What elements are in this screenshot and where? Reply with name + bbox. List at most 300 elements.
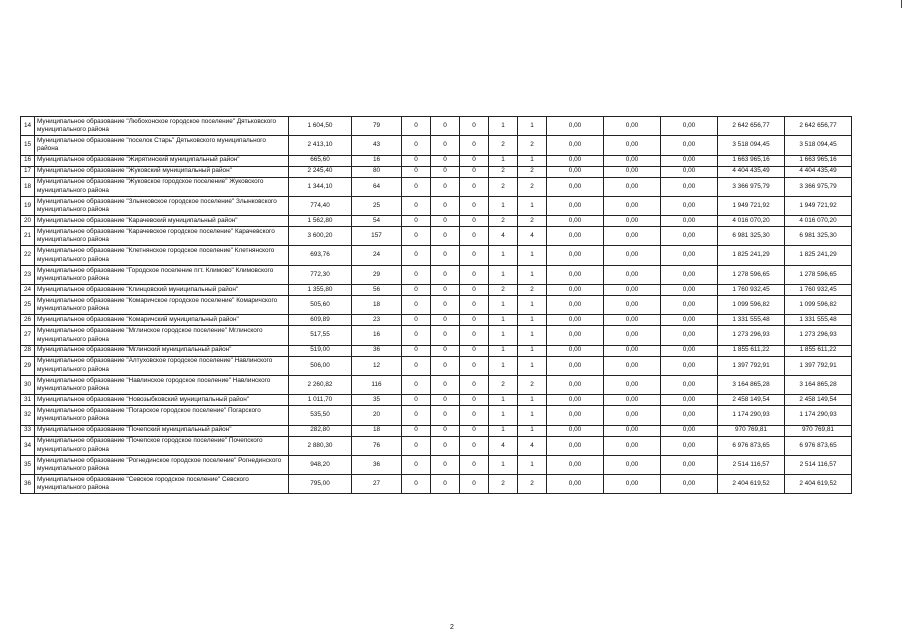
amount-14-cell: 2 642 656,77 <box>785 117 852 136</box>
row-number-cell: 35 <box>21 455 35 474</box>
amount-13-cell: 3 518 094,45 <box>718 136 785 155</box>
column-7-cell: 0 <box>460 356 489 375</box>
amount-14-cell: 3 164 865,28 <box>785 375 852 394</box>
municipality-name-cell: Муниципальное образование "Новозыбковский муниципальный район" <box>35 395 289 406</box>
table-row <box>21 177 852 196</box>
table-row <box>21 285 852 296</box>
amount-14-cell: 1 825 241,29 <box>785 246 852 265</box>
area-cell: 774,40 <box>289 196 352 215</box>
count-cell: 23 <box>352 315 402 326</box>
value-12-cell: 0,00 <box>661 356 718 375</box>
column-6-cell: 0 <box>431 227 460 246</box>
municipality-name-cell: Муниципальное образование "Карачевский муниципальный район" <box>35 216 289 227</box>
amount-13-cell: 1 760 932,45 <box>718 285 785 296</box>
column-6-cell: 0 <box>431 326 460 345</box>
column-7-cell: 0 <box>460 315 489 326</box>
municipality-name-cell: Муниципальное образование "Клетнянское городское поселение" Клетнянского муниципального района <box>35 246 289 265</box>
column-9-cell: 2 <box>518 177 547 196</box>
column-7-cell: 0 <box>460 177 489 196</box>
value-12-cell: 0,00 <box>661 375 718 394</box>
column-7-cell: 0 <box>460 216 489 227</box>
value-11-cell: 0,00 <box>604 246 661 265</box>
count-cell: 18 <box>352 425 402 436</box>
count-cell: 27 <box>352 475 402 494</box>
value-12-cell: 0,00 <box>661 265 718 284</box>
value-12-cell: 0,00 <box>661 345 718 356</box>
municipality-name-cell: Муниципальное образование "Городское поселение пгт. Климово" Климовского муниципального района <box>35 265 289 284</box>
row-number-cell: 21 <box>21 227 35 246</box>
column-8-cell: 1 <box>489 425 518 436</box>
area-cell: 1 604,50 <box>289 117 352 136</box>
amount-13-cell: 2 458 149,54 <box>718 395 785 406</box>
value-10-cell: 0,00 <box>547 227 604 246</box>
value-10-cell: 0,00 <box>547 155 604 166</box>
value-12-cell: 0,00 <box>661 436 718 455</box>
amount-14-cell: 2 514 116,57 <box>785 455 852 474</box>
column-7-cell: 0 <box>460 455 489 474</box>
column-6-cell: 0 <box>431 166 460 177</box>
table-row <box>21 315 852 326</box>
value-10-cell: 0,00 <box>547 455 604 474</box>
table-row <box>21 345 852 356</box>
table-row <box>21 117 852 136</box>
table-row <box>21 166 852 177</box>
amount-14-cell: 1 099 596,82 <box>785 296 852 315</box>
column-6-cell: 0 <box>431 285 460 296</box>
table-row <box>21 196 852 215</box>
page-number: 2 <box>450 624 454 631</box>
municipality-name-cell: Муниципальное образование "Мглинский муниципальный район" <box>35 345 289 356</box>
amount-13-cell: 4 404 435,49 <box>718 166 785 177</box>
column-5-cell: 0 <box>402 315 431 326</box>
column-6-cell: 0 <box>431 155 460 166</box>
amount-13-cell: 2 514 116,57 <box>718 455 785 474</box>
column-5-cell: 0 <box>402 455 431 474</box>
value-12-cell: 0,00 <box>661 227 718 246</box>
value-12-cell: 0,00 <box>661 166 718 177</box>
amount-14-cell: 3 366 975,79 <box>785 177 852 196</box>
municipality-name-cell: Муниципальное образование "Комаричское городское поселение" Комаричского муниципального района <box>35 296 289 315</box>
row-number-cell: 24 <box>21 285 35 296</box>
value-10-cell: 0,00 <box>547 166 604 177</box>
column-9-cell: 2 <box>518 475 547 494</box>
value-11-cell: 0,00 <box>604 356 661 375</box>
column-7-cell: 0 <box>460 117 489 136</box>
value-10-cell: 0,00 <box>547 395 604 406</box>
column-5-cell: 0 <box>402 395 431 406</box>
amount-14-cell: 4 404 435,49 <box>785 166 852 177</box>
value-11-cell: 0,00 <box>604 406 661 425</box>
value-12-cell: 0,00 <box>661 117 718 136</box>
amount-14-cell: 6 976 873,65 <box>785 436 852 455</box>
column-5-cell: 0 <box>402 227 431 246</box>
column-6-cell: 0 <box>431 436 460 455</box>
table-row <box>21 395 852 406</box>
value-10-cell: 0,00 <box>547 356 604 375</box>
column-9-cell: 2 <box>518 375 547 394</box>
row-number-cell: 19 <box>21 196 35 215</box>
amount-14-cell: 4 016 070,20 <box>785 216 852 227</box>
row-number-cell: 36 <box>21 475 35 494</box>
amount-13-cell: 1 174 290,93 <box>718 406 785 425</box>
column-5-cell: 0 <box>402 216 431 227</box>
column-8-cell: 1 <box>489 395 518 406</box>
table-row <box>21 375 852 394</box>
column-9-cell: 2 <box>518 216 547 227</box>
scan-edge-mark <box>901 0 902 8</box>
column-8-cell: 2 <box>489 216 518 227</box>
column-9-cell: 1 <box>518 196 547 215</box>
column-8-cell: 1 <box>489 326 518 345</box>
column-7-cell: 0 <box>460 285 489 296</box>
value-10-cell: 0,00 <box>547 136 604 155</box>
column-5-cell: 0 <box>402 155 431 166</box>
column-7-cell: 0 <box>460 166 489 177</box>
municipality-name-cell: Муниципальное образование "Алтуховское городское поселение" Навлинского муниципального района <box>35 356 289 375</box>
count-cell: 36 <box>352 455 402 474</box>
amount-14-cell: 1 949 721,92 <box>785 196 852 215</box>
row-number-cell: 25 <box>21 296 35 315</box>
amount-13-cell: 1 099 596,82 <box>718 296 785 315</box>
amount-13-cell: 2 404 619,52 <box>718 475 785 494</box>
column-8-cell: 2 <box>489 177 518 196</box>
value-12-cell: 0,00 <box>661 455 718 474</box>
column-8-cell: 1 <box>489 155 518 166</box>
municipality-name-cell: Муниципальное образование "Почепское городское поселение" Почепского муниципального района <box>35 436 289 455</box>
column-5-cell: 0 <box>402 375 431 394</box>
value-12-cell: 0,00 <box>661 136 718 155</box>
row-number-cell: 22 <box>21 246 35 265</box>
value-12-cell: 0,00 <box>661 315 718 326</box>
amount-14-cell: 1 331 555,48 <box>785 315 852 326</box>
column-6-cell: 0 <box>431 395 460 406</box>
column-6-cell: 0 <box>431 246 460 265</box>
value-11-cell: 0,00 <box>604 136 661 155</box>
column-6-cell: 0 <box>431 265 460 284</box>
value-10-cell: 0,00 <box>547 406 604 425</box>
value-12-cell: 0,00 <box>661 425 718 436</box>
table-row <box>21 356 852 375</box>
column-9-cell: 1 <box>518 155 547 166</box>
value-10-cell: 0,00 <box>547 475 604 494</box>
amount-13-cell: 6 976 873,65 <box>718 436 785 455</box>
area-cell: 693,76 <box>289 246 352 265</box>
area-cell: 609,89 <box>289 315 352 326</box>
value-10-cell: 0,00 <box>547 177 604 196</box>
table-row <box>21 475 852 494</box>
column-9-cell: 1 <box>518 395 547 406</box>
value-10-cell: 0,00 <box>547 246 604 265</box>
municipality-name-cell: Муниципальное образование "Клинцовский муниципальный район" <box>35 285 289 296</box>
amount-13-cell: 3 164 865,28 <box>718 375 785 394</box>
amount-14-cell: 1 273 296,93 <box>785 326 852 345</box>
value-10-cell: 0,00 <box>547 425 604 436</box>
amount-13-cell: 1 278 596,65 <box>718 265 785 284</box>
value-11-cell: 0,00 <box>604 177 661 196</box>
value-12-cell: 0,00 <box>661 196 718 215</box>
row-number-cell: 15 <box>21 136 35 155</box>
value-12-cell: 0,00 <box>661 285 718 296</box>
row-number-cell: 20 <box>21 216 35 227</box>
value-10-cell: 0,00 <box>547 117 604 136</box>
row-number-cell: 33 <box>21 425 35 436</box>
column-6-cell: 0 <box>431 375 460 394</box>
count-cell: 116 <box>352 375 402 394</box>
area-cell: 2 245,40 <box>289 166 352 177</box>
municipality-name-cell: Муниципальное образование "Жуковское городское поселение" Жуковского муниципального района <box>35 177 289 196</box>
column-5-cell: 0 <box>402 296 431 315</box>
area-cell: 948,20 <box>289 455 352 474</box>
column-7-cell: 0 <box>460 246 489 265</box>
area-cell: 282,80 <box>289 425 352 436</box>
column-7-cell: 0 <box>460 425 489 436</box>
amount-13-cell: 1 331 555,48 <box>718 315 785 326</box>
row-number-cell: 28 <box>21 345 35 356</box>
value-11-cell: 0,00 <box>604 117 661 136</box>
row-number-cell: 31 <box>21 395 35 406</box>
value-11-cell: 0,00 <box>604 227 661 246</box>
value-10-cell: 0,00 <box>547 436 604 455</box>
value-10-cell: 0,00 <box>547 296 604 315</box>
count-cell: 54 <box>352 216 402 227</box>
amount-13-cell: 2 642 656,77 <box>718 117 785 136</box>
table-row <box>21 216 852 227</box>
area-cell: 772,30 <box>289 265 352 284</box>
value-10-cell: 0,00 <box>547 216 604 227</box>
column-6-cell: 0 <box>431 425 460 436</box>
column-5-cell: 0 <box>402 246 431 265</box>
column-7-cell: 0 <box>460 345 489 356</box>
column-7-cell: 0 <box>460 406 489 425</box>
column-8-cell: 2 <box>489 285 518 296</box>
area-cell: 506,00 <box>289 356 352 375</box>
amount-13-cell: 6 981 325,30 <box>718 227 785 246</box>
column-8-cell: 2 <box>489 375 518 394</box>
municipality-name-cell: Муниципальное образование "Севское городское поселение" Севского муниципального района <box>35 475 289 494</box>
amount-13-cell: 4 016 070,20 <box>718 216 785 227</box>
column-5-cell: 0 <box>402 285 431 296</box>
column-7-cell: 0 <box>460 395 489 406</box>
column-5-cell: 0 <box>402 326 431 345</box>
area-cell: 1 562,80 <box>289 216 352 227</box>
count-cell: 29 <box>352 265 402 284</box>
count-cell: 16 <box>352 326 402 345</box>
amount-14-cell: 1 278 596,65 <box>785 265 852 284</box>
amount-13-cell: 1 397 792,91 <box>718 356 785 375</box>
column-8-cell: 1 <box>489 296 518 315</box>
count-cell: 157 <box>352 227 402 246</box>
column-8-cell: 1 <box>489 315 518 326</box>
area-cell: 795,00 <box>289 475 352 494</box>
value-12-cell: 0,00 <box>661 246 718 265</box>
column-5-cell: 0 <box>402 475 431 494</box>
column-8-cell: 1 <box>489 345 518 356</box>
table-row <box>21 136 852 155</box>
registry-table <box>20 116 852 494</box>
value-11-cell: 0,00 <box>604 436 661 455</box>
table-row <box>21 425 852 436</box>
amount-13-cell: 1 949 721,92 <box>718 196 785 215</box>
column-5-cell: 0 <box>402 425 431 436</box>
row-number-cell: 30 <box>21 375 35 394</box>
column-6-cell: 0 <box>431 177 460 196</box>
column-6-cell: 0 <box>431 406 460 425</box>
row-number-cell: 16 <box>21 155 35 166</box>
column-9-cell: 2 <box>518 136 547 155</box>
row-number-cell: 17 <box>21 166 35 177</box>
column-8-cell: 1 <box>489 246 518 265</box>
column-7-cell: 0 <box>460 136 489 155</box>
municipality-name-cell: Муниципальное образование "Погарское городское поселение" Погарского муниципального района <box>35 406 289 425</box>
count-cell: 20 <box>352 406 402 425</box>
area-cell: 517,55 <box>289 326 352 345</box>
column-6-cell: 0 <box>431 117 460 136</box>
value-11-cell: 0,00 <box>604 455 661 474</box>
column-8-cell: 1 <box>489 455 518 474</box>
municipality-name-cell: Муниципальное образование "Навлинское городское поселение" Навлинского муниципального района <box>35 375 289 394</box>
column-7-cell: 0 <box>460 196 489 215</box>
column-7-cell: 0 <box>460 375 489 394</box>
column-8-cell: 2 <box>489 475 518 494</box>
column-9-cell: 2 <box>518 166 547 177</box>
column-8-cell: 1 <box>489 356 518 375</box>
value-11-cell: 0,00 <box>604 395 661 406</box>
row-number-cell: 32 <box>21 406 35 425</box>
value-11-cell: 0,00 <box>604 475 661 494</box>
table-row <box>21 155 852 166</box>
value-12-cell: 0,00 <box>661 177 718 196</box>
value-10-cell: 0,00 <box>547 326 604 345</box>
area-cell: 3 600,20 <box>289 227 352 246</box>
amount-13-cell: 1 663 965,16 <box>718 155 785 166</box>
column-6-cell: 0 <box>431 356 460 375</box>
column-8-cell: 1 <box>489 406 518 425</box>
value-12-cell: 0,00 <box>661 475 718 494</box>
count-cell: 64 <box>352 177 402 196</box>
column-9-cell: 1 <box>518 455 547 474</box>
column-9-cell: 4 <box>518 436 547 455</box>
row-number-cell: 26 <box>21 315 35 326</box>
value-11-cell: 0,00 <box>604 296 661 315</box>
column-5-cell: 0 <box>402 265 431 284</box>
count-cell: 36 <box>352 345 402 356</box>
municipality-name-cell: Муниципальное образование "Мглинское городское поселение" Мглинского муниципального района <box>35 326 289 345</box>
area-cell: 2 413,10 <box>289 136 352 155</box>
area-cell: 665,60 <box>289 155 352 166</box>
column-7-cell: 0 <box>460 265 489 284</box>
column-8-cell: 1 <box>489 117 518 136</box>
amount-14-cell: 1 855 611,22 <box>785 345 852 356</box>
value-10-cell: 0,00 <box>547 285 604 296</box>
column-5-cell: 0 <box>402 117 431 136</box>
table-row <box>21 326 852 345</box>
count-cell: 76 <box>352 436 402 455</box>
area-cell: 1 011,70 <box>289 395 352 406</box>
column-6-cell: 0 <box>431 315 460 326</box>
count-cell: 80 <box>352 166 402 177</box>
table-row <box>21 406 852 425</box>
table-row <box>21 296 852 315</box>
municipality-name-cell: Муниципальное образование "Злынковское городское поселение" Злынковского муниципального района <box>35 196 289 215</box>
column-8-cell: 2 <box>489 166 518 177</box>
column-8-cell: 1 <box>489 196 518 215</box>
amount-14-cell: 1 663 965,16 <box>785 155 852 166</box>
column-9-cell: 1 <box>518 356 547 375</box>
column-9-cell: 2 <box>518 285 547 296</box>
value-10-cell: 0,00 <box>547 265 604 284</box>
value-11-cell: 0,00 <box>604 196 661 215</box>
value-11-cell: 0,00 <box>604 166 661 177</box>
column-9-cell: 1 <box>518 345 547 356</box>
value-11-cell: 0,00 <box>604 326 661 345</box>
column-7-cell: 0 <box>460 475 489 494</box>
column-5-cell: 0 <box>402 436 431 455</box>
table-body <box>21 117 852 494</box>
value-12-cell: 0,00 <box>661 296 718 315</box>
column-6-cell: 0 <box>431 136 460 155</box>
value-12-cell: 0,00 <box>661 155 718 166</box>
area-cell: 519,00 <box>289 345 352 356</box>
column-6-cell: 0 <box>431 216 460 227</box>
count-cell: 35 <box>352 395 402 406</box>
row-number-cell: 34 <box>21 436 35 455</box>
column-5-cell: 0 <box>402 345 431 356</box>
count-cell: 18 <box>352 296 402 315</box>
column-9-cell: 1 <box>518 425 547 436</box>
column-9-cell: 1 <box>518 406 547 425</box>
row-number-cell: 27 <box>21 326 35 345</box>
column-6-cell: 0 <box>431 345 460 356</box>
column-7-cell: 0 <box>460 155 489 166</box>
amount-13-cell: 1 273 296,93 <box>718 326 785 345</box>
column-8-cell: 2 <box>489 136 518 155</box>
column-5-cell: 0 <box>402 196 431 215</box>
column-6-cell: 0 <box>431 196 460 215</box>
value-12-cell: 0,00 <box>661 395 718 406</box>
area-cell: 535,50 <box>289 406 352 425</box>
area-cell: 1 344,10 <box>289 177 352 196</box>
column-8-cell: 1 <box>489 265 518 284</box>
column-7-cell: 0 <box>460 326 489 345</box>
column-9-cell: 1 <box>518 246 547 265</box>
value-10-cell: 0,00 <box>547 375 604 394</box>
column-6-cell: 0 <box>431 475 460 494</box>
column-8-cell: 4 <box>489 227 518 246</box>
table-row <box>21 265 852 284</box>
amount-14-cell: 1 760 932,45 <box>785 285 852 296</box>
value-11-cell: 0,00 <box>604 375 661 394</box>
area-cell: 2 880,30 <box>289 436 352 455</box>
municipality-name-cell: Муниципальное образование "Жуковский муниципальный район" <box>35 166 289 177</box>
municipality-name-cell: Муниципальное образование "Любохонское городское поселение" Дятьковского муниципального района <box>35 117 289 136</box>
value-11-cell: 0,00 <box>604 315 661 326</box>
amount-14-cell: 2 458 149,54 <box>785 395 852 406</box>
value-11-cell: 0,00 <box>604 345 661 356</box>
count-cell: 25 <box>352 196 402 215</box>
municipality-name-cell: Муниципальное образование "Карачевское городское поселение" Карачевского муниципального района <box>35 227 289 246</box>
column-5-cell: 0 <box>402 177 431 196</box>
table-row <box>21 436 852 455</box>
municipality-name-cell: Муниципальное образование "Жирятинский муниципальный район" <box>35 155 289 166</box>
value-12-cell: 0,00 <box>661 406 718 425</box>
column-6-cell: 0 <box>431 296 460 315</box>
count-cell: 24 <box>352 246 402 265</box>
municipality-name-cell: Муниципальное образование "Почепский муниципальный район" <box>35 425 289 436</box>
area-cell: 505,60 <box>289 296 352 315</box>
row-number-cell: 18 <box>21 177 35 196</box>
column-8-cell: 4 <box>489 436 518 455</box>
row-number-cell: 23 <box>21 265 35 284</box>
